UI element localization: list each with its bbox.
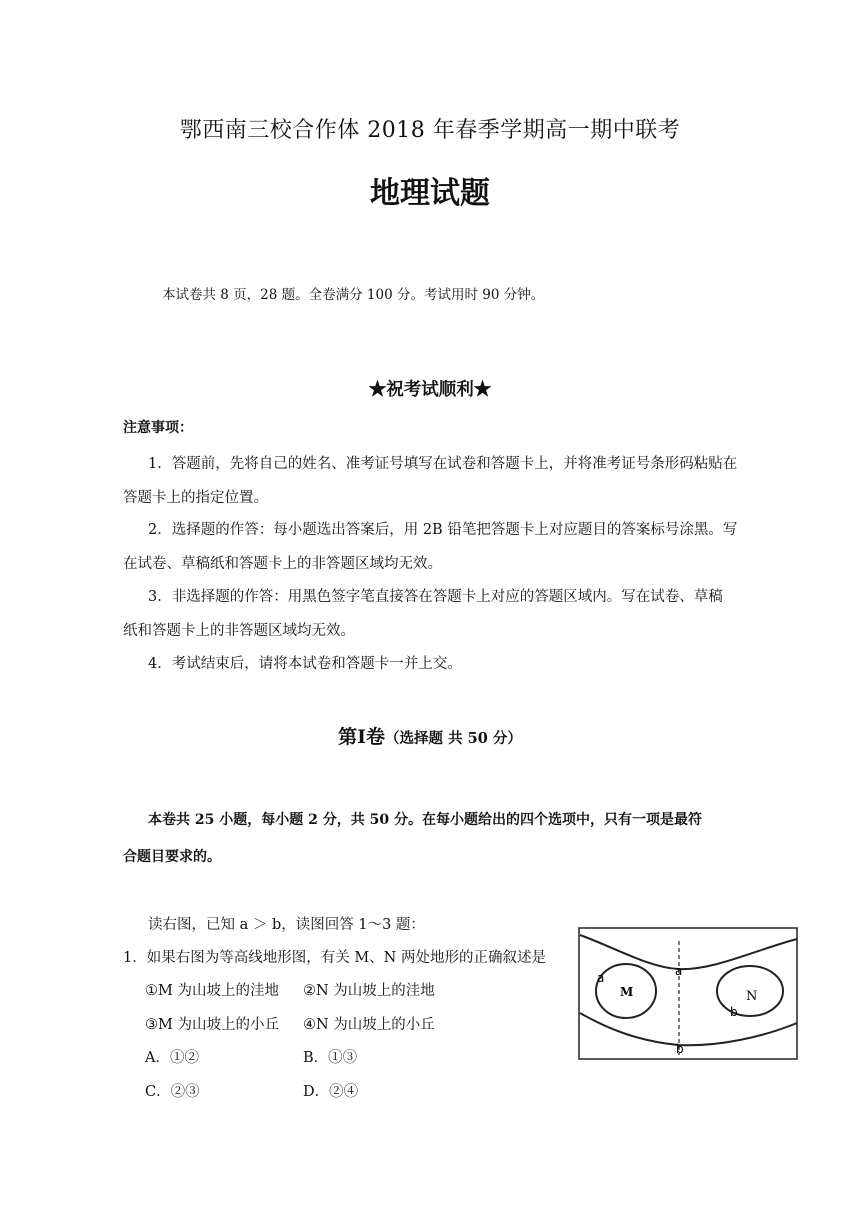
section-instruction: 合题目要求的。 bbox=[123, 849, 221, 865]
exam-intro: 本试卷共 8 页，28 题。全卷满分 100 分。考试用时 90 分钟。 bbox=[162, 287, 545, 303]
question-1-stem: 1．如果右图为等高线地形图，有关 M、N 两处地形的正确叙述是 bbox=[123, 950, 546, 966]
section-subtitle: （选择题 共 50 分） bbox=[385, 730, 522, 747]
option-b: B．①③ bbox=[303, 1050, 358, 1066]
label-m: M bbox=[620, 985, 634, 999]
statement-3: ③M 为山坡上的小丘 bbox=[145, 1017, 279, 1033]
exam-title: 鄂西南三校合作体 2018 年春季学期高一期中联考 bbox=[179, 118, 681, 143]
option-c: C．②③ bbox=[145, 1084, 200, 1100]
subject-title: 地理试题 bbox=[370, 176, 490, 211]
option-d: D．②④ bbox=[303, 1084, 359, 1100]
question-lead: 读右图，已知 a ＞ b，读图回答 1～3 题： bbox=[148, 917, 425, 933]
note-line: 在试卷、草稿纸和答题卡上的非答题区域均无效。 bbox=[123, 556, 442, 572]
label-n: N bbox=[746, 989, 758, 1004]
note-line: 4．考试结束后，请将本试卷和答题卡一并上交。 bbox=[148, 656, 462, 672]
notes-heading: 注意事项： bbox=[123, 420, 193, 436]
label-a-left: a bbox=[597, 971, 605, 985]
note-line: 1．答题前，先将自己的姓名、准考证号填写在试卷和答题卡上，并将准考证号条形码粘贴在 bbox=[148, 456, 738, 472]
label-a-top: a bbox=[675, 964, 683, 978]
option-a: A．①② bbox=[145, 1050, 199, 1066]
statement-4: ④N 为山坡上的小丘 bbox=[303, 1017, 435, 1033]
contour-map-figure bbox=[578, 927, 798, 1060]
note-line: 纸和答题卡上的非答题区域均无效。 bbox=[123, 623, 355, 639]
statement-1: ①M 为山坡上的洼地 bbox=[145, 983, 279, 999]
label-b-right: b bbox=[730, 1005, 738, 1019]
good-luck-banner: ★祝考试顺利★ bbox=[368, 380, 492, 400]
section-title-main: 第Ⅰ卷 bbox=[338, 726, 386, 748]
note-line: 3．非选择题的作答：用黑色签字笔直接答在答题卡上对应的答题区域内。写在试卷、草稿 bbox=[148, 589, 723, 605]
label-b-bottom: b bbox=[676, 1042, 684, 1056]
note-line: 答题卡上的指定位置。 bbox=[123, 490, 268, 506]
section-instruction: 本卷共 25 小题，每小题 2 分，共 50 分。在每小题给出的四个选项中，只有一项是最符 bbox=[148, 812, 702, 828]
statement-2: ②N 为山坡上的洼地 bbox=[303, 983, 435, 999]
section-title bbox=[0, 722, 860, 749]
note-line: 2．选择题的作答：每小题选出答案后，用 2B 铅笔把答题卡上对应题目的答案标号涂黑。写 bbox=[148, 522, 738, 538]
